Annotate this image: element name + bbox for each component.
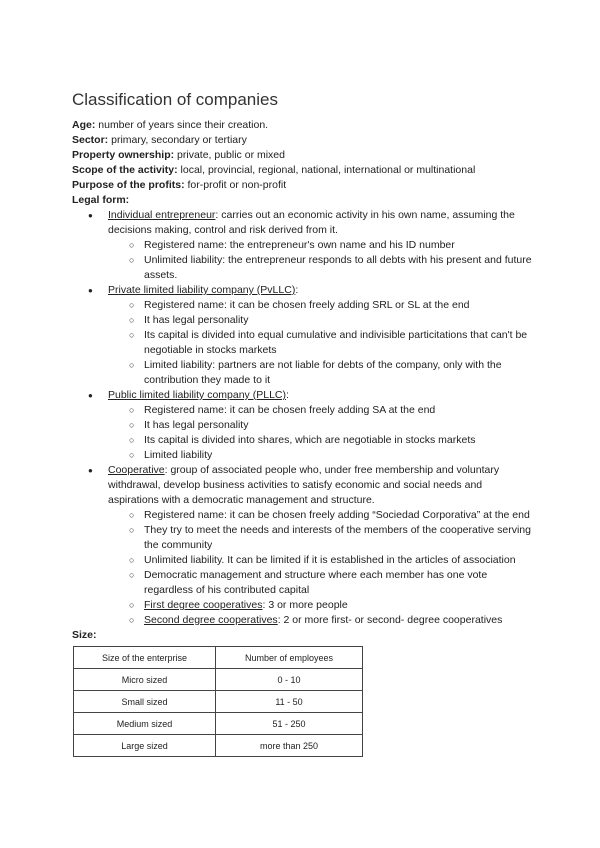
legal-form-heading [72, 193, 532, 208]
list-item: ○ Registered name: it can be chosen freely adding “Sociedad Corporativa” at the end [108, 508, 532, 523]
table-header: Size of the enterprise [74, 647, 216, 669]
table-row [74, 735, 363, 757]
second-degree-text: : 2 or more first- or second- degree cooperatives [277, 614, 503, 626]
list-item: ○ Limited liability: partners are not liable for debts of the company, only with the contribution they made to it [108, 358, 532, 388]
page-title: Classification of companies [72, 90, 278, 109]
sector-text: primary, secondary or tertiary [108, 134, 247, 146]
cooperative-term: Cooperative [108, 464, 165, 476]
table-cell: Small sized [74, 691, 216, 713]
table-cell: 0 - 10 [216, 669, 363, 691]
private-desc: : [295, 284, 299, 296]
public-company-term: Public limited liability company (PLLC) [108, 389, 286, 401]
list-item [108, 598, 532, 613]
table-cell: 51 - 250 [216, 713, 363, 735]
list-item [72, 283, 532, 388]
coop-desc: : group of associated people who, under free membership and voluntary withdrawal, develop business activities to satisfy economic and social needs and aspirations with a democratic management and structure. [108, 464, 500, 506]
property-line [72, 148, 532, 163]
list-item: ○ Unlimited liability: the entrepreneur responds to all debts with his present and future assets. [108, 253, 532, 283]
individual-desc: : carries out an economic activity in his own name, assuming the decisions making, control and risk derived from it. [108, 209, 515, 236]
list-item: ○ Registered name: it can be chosen freely adding SRL or SL at the end [108, 298, 532, 313]
table-cell: more than 250 [216, 735, 363, 757]
list-item: ○ Its capital is divided into equal cumulative and indivisible particitations that can't be negotiable in stocks markets [108, 328, 532, 358]
public-desc: : [285, 389, 289, 401]
list-item: ○ It has legal personality [108, 313, 532, 328]
age-label: Age: [72, 119, 96, 131]
table-cell: Micro sized [74, 669, 216, 691]
size-table [73, 646, 363, 757]
scope-line [72, 163, 532, 178]
legal-label: Legal form: [72, 194, 130, 206]
age-line [72, 118, 532, 133]
purpose-text: for-profit or non-profit [184, 179, 287, 191]
first-degree-text: : 3 or more people [262, 599, 348, 611]
sub-list [108, 298, 532, 388]
list-item [72, 463, 532, 628]
size-label: Size: [72, 629, 97, 641]
first-degree-term: First degree cooperatives [144, 599, 263, 611]
private-company-term: Private limited liability company (PvLLC) [108, 284, 296, 296]
list-item: ○ Democratic management and structure where each member has one vote regardless of his contributed capital [108, 568, 532, 598]
property-label: Property ownership: [72, 149, 175, 161]
list-item: ○ Its capital is divided into shares, which are negotiable in stocks markets [108, 433, 532, 448]
sector-label: Sector: [72, 134, 109, 146]
scope-text: local, provincial, regional, national, international or multinational [177, 164, 476, 176]
table-header: Number of employees [216, 647, 363, 669]
second-degree-term: Second degree cooperatives [144, 614, 278, 626]
property-text: private, public or mixed [174, 149, 285, 161]
scope-label: Scope of the activity: [72, 164, 178, 176]
age-text: number of years since their creation. [95, 119, 269, 131]
table-row [74, 713, 363, 735]
list-item [72, 388, 532, 463]
list-item: ○ Limited liability [108, 448, 532, 463]
individual-entrepreneur-term: Individual entrepreneur [108, 209, 216, 221]
legal-form-list [72, 208, 532, 628]
purpose-line [72, 178, 532, 193]
size-heading [72, 628, 532, 643]
list-item: ○ Registered name: the entrepreneur's own name and his ID number [108, 238, 532, 253]
list-item: ○ Registered name: it can be chosen freely adding SA at the end [108, 403, 532, 418]
table-cell: Large sized [74, 735, 216, 757]
list-item: ○ Unlimited liability. It can be limited if it is established in the articles of association [108, 553, 532, 568]
document-page [72, 90, 532, 757]
sector-line [72, 133, 532, 148]
table-row [74, 669, 363, 691]
list-item: ○ They try to meet the needs and interests of the members of the cooperative serving the community [108, 523, 532, 553]
list-item: ○ It has legal personality [108, 418, 532, 433]
sub-list [108, 508, 532, 628]
table-row [74, 691, 363, 713]
list-item [72, 208, 532, 283]
table-cell: 11 - 50 [216, 691, 363, 713]
table-cell: Medium sized [74, 713, 216, 735]
sub-list [108, 238, 532, 283]
sub-list [108, 403, 532, 463]
list-item [108, 613, 532, 628]
purpose-label: Purpose of the profits: [72, 179, 185, 191]
table-header-row [74, 647, 363, 669]
